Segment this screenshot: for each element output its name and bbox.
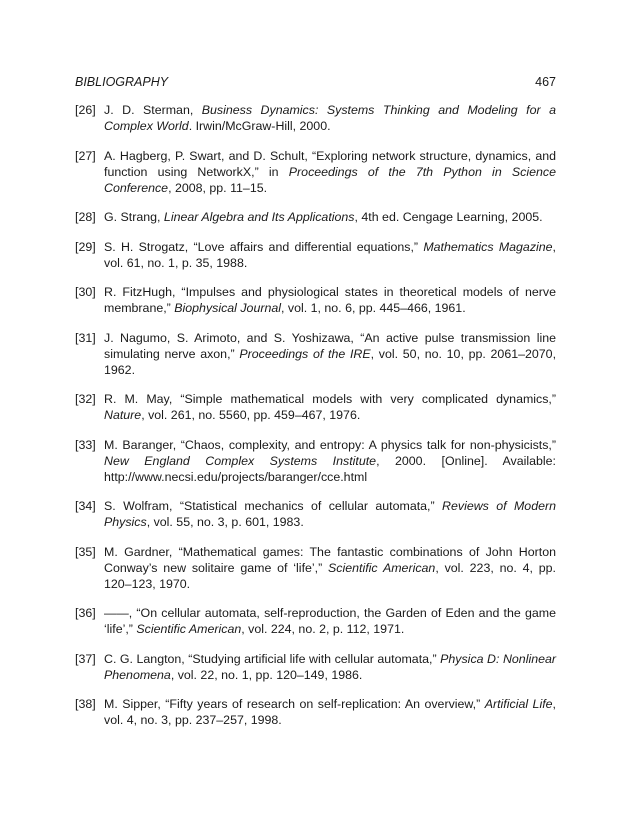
reference-text xyxy=(104,391,556,423)
reference-text xyxy=(104,209,556,225)
reference-item xyxy=(75,330,556,378)
reference-source-title: Biophysical Journal xyxy=(174,301,282,315)
reference-source-title: Linear Algebra and Its Applications xyxy=(163,210,355,224)
reference-text xyxy=(104,498,556,530)
reference-text-segment: , 4th ed. Cengage Learning, 2005. xyxy=(354,210,543,224)
reference-text-segment: M. Gardner, “Mathematical games: The fantastic combinations of John Horton Conway’s new solitaire game of ‘life’,” xyxy=(104,544,556,575)
reference-item xyxy=(75,498,556,530)
reference-source-title: Scientific American xyxy=(328,560,436,575)
reference-number: [32] xyxy=(75,392,96,406)
reference-text-segment: M. Sipper, “Fifty years of research on self-replication: An overview,” xyxy=(104,697,485,711)
reference-text-segment: , vol. 223, no. 4, pp. 120–123, 1970. xyxy=(104,560,556,591)
reference-text-segment: J. D. Sterman, xyxy=(104,103,202,117)
reference-text-segment: , vol. 22, no. 1, pp. 120–149, 1986. xyxy=(170,667,363,682)
reference-item xyxy=(75,651,556,683)
reference-text-segment: , vol. 1, no. 6, pp. 445–466, 1961. xyxy=(281,301,466,315)
reference-source-title: New England Complex Systems Institute xyxy=(104,453,377,468)
reference-item xyxy=(75,148,556,196)
reference-item xyxy=(75,209,556,225)
reference-text xyxy=(104,239,556,271)
reference-text-segment: , 2008, pp. 11–15. xyxy=(168,180,268,195)
reference-number: [33] xyxy=(75,437,96,452)
reference-text-segment: A. Hagberg, P. Swart, and D. Schult, “Exploring network structure, dynamics, and function using NetworkX,” in xyxy=(104,148,556,179)
page-number: 467 xyxy=(535,75,556,89)
reference-number: [27] xyxy=(75,148,96,163)
reference-number: [30] xyxy=(75,285,96,299)
reference-text xyxy=(104,605,556,637)
reference-text-segment: M. Baranger, “Chaos, complexity, and entropy: A physics talk for non-physicists,” xyxy=(104,437,556,452)
reference-number: [38] xyxy=(75,697,96,711)
reference-text-segment: , vol. 224, no. 2, p. 112, 1971. xyxy=(241,622,405,636)
reference-source-title: Reviews of Modern Physics xyxy=(104,499,556,529)
reference-text xyxy=(104,696,556,728)
reference-text xyxy=(104,330,556,378)
reference-source-title: Proceedings of the 7th Python in Science Conference xyxy=(104,164,556,195)
running-header-title: BIBLIOGRAPHY xyxy=(75,75,169,89)
reference-source-title: Scientific American xyxy=(136,622,242,636)
reference-text-segment: S. Wolfram, “Statistical mechanics of cellular automata,” xyxy=(104,499,443,513)
reference-item xyxy=(75,605,556,637)
reference-item xyxy=(75,102,556,134)
reference-text-segment: G. Strang, xyxy=(104,210,164,224)
reference-text-segment: R. FitzHugh, “Impulses and physiological states in theoretical models of nerve membrane,” xyxy=(104,285,556,315)
reference-number: [37] xyxy=(75,651,96,666)
reference-item xyxy=(75,284,556,316)
reference-text xyxy=(104,284,556,316)
reference-number: [35] xyxy=(75,544,96,559)
reference-text xyxy=(104,544,556,592)
reference-text-segment: , vol. 55, no. 3, p. 601, 1983. xyxy=(146,515,304,529)
reference-source-title: Nature xyxy=(104,408,142,422)
reference-source-title: Mathematics Magazine xyxy=(423,239,553,254)
reference-source-title: Physica D: Nonlinear Phenomena xyxy=(104,651,557,682)
reference-text-segment: , vol. 4, no. 3, pp. 237–257, 1998. xyxy=(104,697,556,727)
reference-url[interactable]: http://www.necsi.edu/projects/baranger/cce.html xyxy=(104,469,368,484)
reference-item xyxy=(75,544,556,592)
reference-number: [34] xyxy=(75,499,96,513)
reference-text-segment: S. H. Strogatz, “Love affairs and differential equations,” xyxy=(104,239,424,254)
reference-number: [31] xyxy=(75,330,96,345)
reference-number: [26] xyxy=(75,103,96,117)
reference-text xyxy=(104,651,556,683)
reference-number: [29] xyxy=(75,239,96,254)
reference-number: [36] xyxy=(75,606,96,620)
reference-text-segment: , vol. 61, no. 1, p. 35, 1988. xyxy=(104,239,556,270)
reference-text-segment: R. M. May, “Simple mathematical models with very complicated dynamics,” xyxy=(104,392,556,406)
reference-text xyxy=(104,148,556,196)
reference-source-title: Artificial Life xyxy=(484,697,553,711)
reference-text xyxy=(104,437,556,485)
reference-text-segment: J. Nagumo, S. Arimoto, and S. Yoshizawa, “An active pulse transmission line simulating nerve axon,” xyxy=(104,330,556,361)
reference-text-segment: . Irwin/McGraw-Hill, 2000. xyxy=(188,119,331,133)
reference-text-segment: , 2000. [Online]. Available: xyxy=(376,453,556,468)
reference-item xyxy=(75,391,556,423)
reference-text-segment: , vol. 50, no. 10, pp. 2061–2070, 1962. xyxy=(104,346,557,377)
reference-item xyxy=(75,239,556,271)
reference-source-title: Proceedings of the IRE xyxy=(239,346,371,361)
reference-text xyxy=(104,102,556,134)
reference-text-segment: C. G. Langton, “Studying artificial life with cellular automata,” xyxy=(104,651,441,666)
reference-item xyxy=(75,437,556,485)
reference-source-title: Business Dynamics: Systems Thinking and Modeling for a Complex World xyxy=(104,103,556,133)
running-header xyxy=(75,74,556,90)
reference-list xyxy=(75,102,556,742)
reference-number: [28] xyxy=(75,210,96,224)
reference-text-segment: , vol. 261, no. 5560, pp. 459–467, 1976. xyxy=(141,408,361,422)
reference-text-segment: ——, “On cellular automata, self-reproduction, the Garden of Eden and the game ‘life’,” xyxy=(104,606,556,636)
reference-item xyxy=(75,696,556,728)
